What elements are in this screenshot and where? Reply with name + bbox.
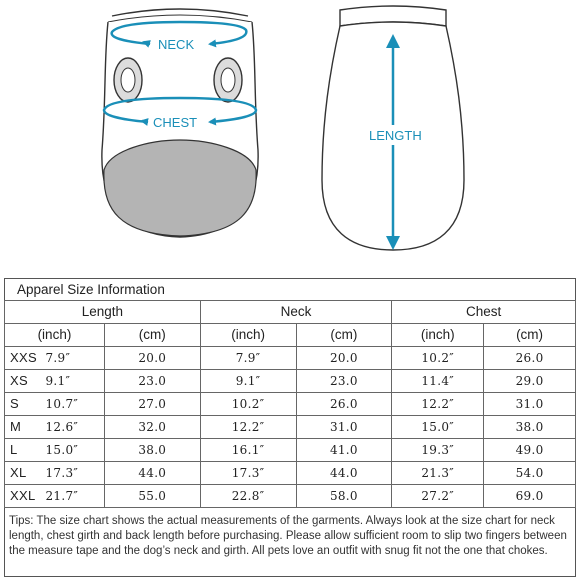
chest-cm-cell: 31.0 — [484, 393, 576, 416]
chest-label: CHEST — [153, 115, 198, 130]
length-inch-cell: 15.0″ — [42, 439, 104, 462]
chest-cm-cell: 29.0 — [484, 370, 576, 393]
chest-inch-cell: 21.3″ — [392, 462, 484, 485]
neck-inch-cell: 16.1″ — [200, 439, 296, 462]
neck-label: NECK — [158, 37, 195, 52]
chest-cm-cell: 54.0 — [484, 462, 576, 485]
neck-cm-cell: 26.0 — [296, 393, 392, 416]
length-inch-cell: 21.7″ — [42, 485, 104, 508]
chest-cm-cell: 69.0 — [484, 485, 576, 508]
neck-cm-cell: 20.0 — [296, 347, 392, 370]
length-inch-cell: 10.7″ — [42, 393, 104, 416]
chest-cm-cell: 38.0 — [484, 416, 576, 439]
chest-inch-cell: 15.0″ — [392, 416, 484, 439]
unit-neck-inch: (inch) — [200, 324, 296, 347]
neck-inch-cell: 22.8″ — [200, 485, 296, 508]
length-label: LENGTH — [369, 128, 422, 143]
group-chest: Chest — [392, 301, 576, 324]
table-row — [5, 416, 576, 439]
size-cell: XS — [5, 370, 43, 393]
tips-text: Tips: The size chart shows the actual measurements of the garments. Always look at the size chart for neck length, chest girth and back length before purchasing. Please allow sufficient room to slip two fingers between the measure tape and the dog’s neck and girth. All pets love an outfit with snug fit not the one that chokes. — [9, 515, 567, 557]
unit-length-inch: (inch) — [5, 324, 105, 347]
chest-cm-cell: 26.0 — [484, 347, 576, 370]
table-heading: Apparel Size Information — [17, 282, 165, 297]
chest-inch-cell: 27.2″ — [392, 485, 484, 508]
table-row — [5, 485, 576, 508]
length-cm-cell: 23.0 — [104, 370, 200, 393]
size-cell: M — [5, 416, 43, 439]
group-header-row — [5, 301, 576, 324]
length-inch-cell: 17.3″ — [42, 462, 104, 485]
size-cell: XXS — [5, 347, 43, 370]
chest-cm-cell: 49.0 — [484, 439, 576, 462]
table-row — [5, 393, 576, 416]
table-row — [5, 347, 576, 370]
table-row — [5, 462, 576, 485]
length-cm-cell: 27.0 — [104, 393, 200, 416]
length-cm-cell: 55.0 — [104, 485, 200, 508]
group-length: Length — [5, 301, 201, 324]
length-cm-cell: 20.0 — [104, 347, 200, 370]
size-cell: L — [5, 439, 43, 462]
size-cell: XXL — [5, 485, 43, 508]
chest-inch-cell: 19.3″ — [392, 439, 484, 462]
length-cm-cell: 32.0 — [104, 416, 200, 439]
unit-length-cm: (cm) — [104, 324, 200, 347]
group-neck: Neck — [200, 301, 392, 324]
length-inch-cell: 9.1″ — [42, 370, 104, 393]
unit-chest-inch: (inch) — [392, 324, 484, 347]
length-inch-cell: 7.9″ — [42, 347, 104, 370]
length-inch-cell: 12.6″ — [42, 416, 104, 439]
neck-cm-cell: 41.0 — [296, 439, 392, 462]
length-cm-cell: 44.0 — [104, 462, 200, 485]
neck-inch-cell: 9.1″ — [200, 370, 296, 393]
chest-inch-cell: 10.2″ — [392, 347, 484, 370]
neck-inch-cell: 12.2″ — [200, 416, 296, 439]
unit-neck-cm: (cm) — [296, 324, 392, 347]
chest-inch-cell: 11.4″ — [392, 370, 484, 393]
neck-cm-cell: 58.0 — [296, 485, 392, 508]
table-row — [5, 439, 576, 462]
neck-cm-cell: 31.0 — [296, 416, 392, 439]
length-cm-cell: 38.0 — [104, 439, 200, 462]
size-table — [4, 300, 576, 508]
table-row — [5, 370, 576, 393]
unit-chest-cm: (cm) — [484, 324, 576, 347]
neck-inch-cell: 17.3″ — [200, 462, 296, 485]
unit-header-row — [5, 324, 576, 347]
size-cell: XL — [5, 462, 43, 485]
neck-cm-cell: 23.0 — [296, 370, 392, 393]
size-cell: S — [5, 393, 43, 416]
neck-cm-cell: 44.0 — [296, 462, 392, 485]
garment-measurement-diagram — [0, 0, 579, 268]
neck-inch-cell: 7.9″ — [200, 347, 296, 370]
neck-inch-cell: 10.2″ — [200, 393, 296, 416]
chest-inch-cell: 12.2″ — [392, 393, 484, 416]
